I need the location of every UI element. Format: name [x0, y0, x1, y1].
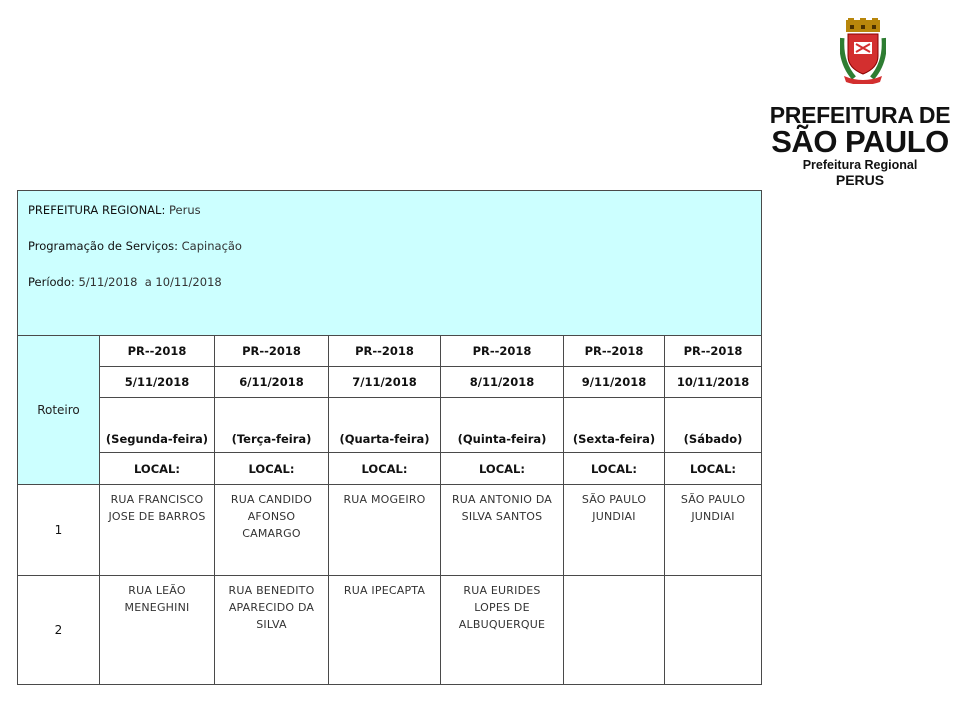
roteiro-header: Roteiro: [18, 336, 100, 485]
local-cell: LOCAL:: [665, 453, 762, 485]
local-cell: LOCAL:: [329, 453, 441, 485]
weekday-cell: (Segunda-feira): [100, 398, 215, 453]
pr-cell: PR--2018: [100, 336, 215, 367]
street-cell: SÃO PAULO JUNDIAI: [564, 485, 665, 576]
date-cell: 8/11/2018: [441, 367, 564, 398]
sao-paulo-coat-of-arms-icon: [840, 18, 886, 84]
roteiro-number: 1: [18, 485, 100, 576]
weekday-cell: (Quarta-feira): [329, 398, 441, 453]
weekday-cell: (Sexta-feira): [564, 398, 665, 453]
local-cell: LOCAL:: [100, 453, 215, 485]
logo-line-regional: Prefeitura Regional: [802, 158, 918, 172]
roteiro-number: 2: [18, 576, 100, 685]
regional-value: Perus: [168, 203, 201, 217]
street-cell: RUA ANTONIO DA SILVA SANTOS: [441, 485, 564, 576]
date-cell: 6/11/2018: [215, 367, 329, 398]
programacao-label: Programação de Serviços:: [28, 239, 178, 253]
logo-line-sao-paulo: SÃO PAULO: [771, 124, 949, 159]
table-row: [18, 576, 762, 685]
prefeitura-logo: [760, 16, 960, 188]
street-cell: RUA BENEDITO APARECIDO DA SILVA: [215, 576, 329, 685]
pr-cell: PR--2018: [564, 336, 665, 367]
table-row: [18, 485, 762, 576]
periodo-line: [28, 275, 751, 289]
weekday-cell: (Terça-feira): [215, 398, 329, 453]
street-cell: [665, 576, 762, 685]
street-cell: RUA EURIDES LOPES DE ALBUQUERQUE: [441, 576, 564, 685]
date-cell: 7/11/2018: [329, 367, 441, 398]
pr-cell: PR--2018: [329, 336, 441, 367]
local-cell: LOCAL:: [441, 453, 564, 485]
regional-label: PREFEITURA REGIONAL:: [28, 203, 166, 217]
date-cell: 10/11/2018: [665, 367, 762, 398]
pr-cell: PR--2018: [441, 336, 564, 367]
local-cell: LOCAL:: [215, 453, 329, 485]
programacao-line: [28, 239, 751, 253]
periodo-label: Período:: [28, 275, 75, 289]
street-cell: RUA FRANCISCO JOSE DE BARROS: [100, 485, 215, 576]
street-cell: RUA LEÃO MENEGHINI: [100, 576, 215, 685]
pr-cell: PR--2018: [665, 336, 762, 367]
weekday-cell: (Quinta-feira): [441, 398, 564, 453]
regional-line: [28, 203, 751, 217]
programacao-value: Capinação: [181, 239, 242, 253]
logo-line-prefeitura: PREFEITURA DE: [769, 102, 951, 128]
pr-cell: PR--2018: [215, 336, 329, 367]
schedule-table: [17, 190, 762, 685]
street-cell: [564, 576, 665, 685]
street-cell: SÃO PAULO JUNDIAI: [665, 485, 762, 576]
weekday-cell: (Sábado): [665, 398, 762, 453]
header-info: [18, 191, 762, 336]
street-cell: RUA CANDIDO AFONSO CAMARGO: [215, 485, 329, 576]
logo-line-perus: PERUS: [835, 172, 885, 188]
date-cell: 5/11/2018: [100, 367, 215, 398]
street-cell: RUA MOGEIRO: [329, 485, 441, 576]
date-cell: 9/11/2018: [564, 367, 665, 398]
periodo-value: 5/11/2018 a 10/11/2018: [78, 275, 222, 289]
local-cell: LOCAL:: [564, 453, 665, 485]
street-cell: RUA IPECAPTA: [329, 576, 441, 685]
